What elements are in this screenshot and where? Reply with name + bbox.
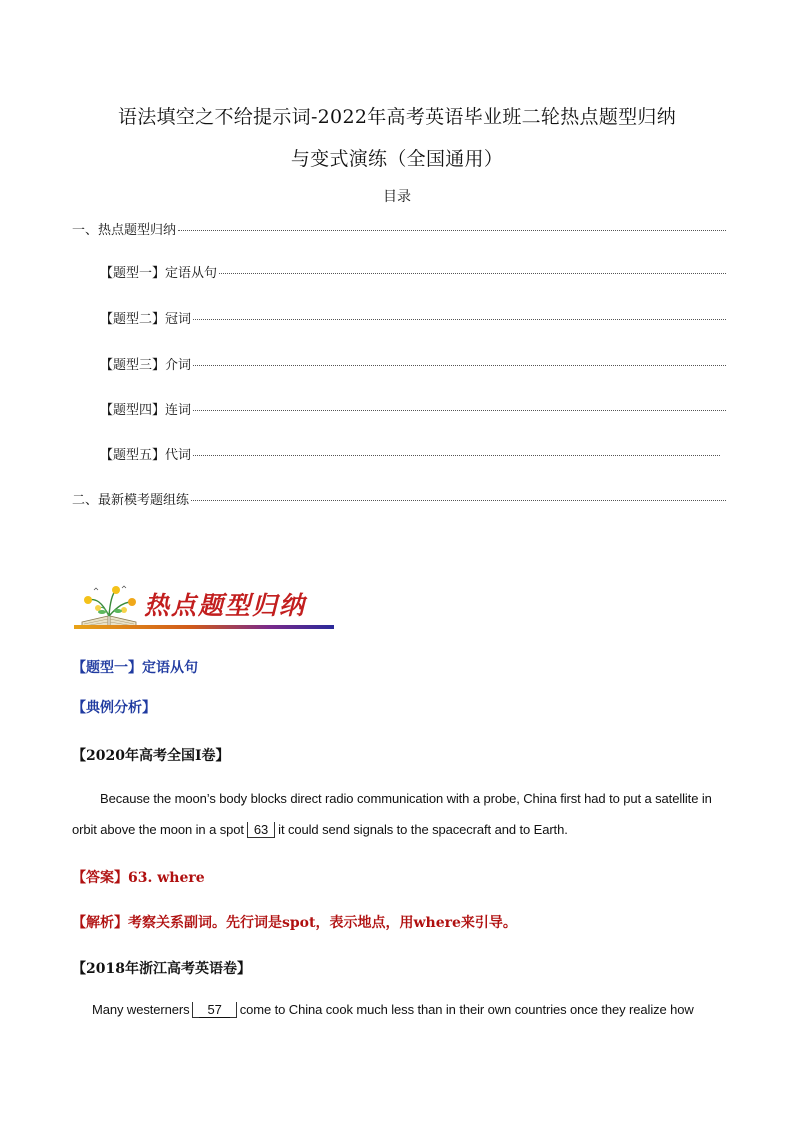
analysis-line: 【解析】考察关系副词。先行词是spot，表示地点，用where来引导。 — [72, 915, 517, 931]
toc-item-label: 二、最新模考题组练 — [72, 493, 190, 508]
section-heading-type-1: 【题型一】定语从句 — [72, 660, 198, 676]
exam2-text-before-blank: Many westerners — [92, 1002, 190, 1017]
toc-item-label: 一、热点题型归纳 — [72, 223, 177, 238]
toc-item-type-2[interactable] — [100, 308, 726, 326]
toc-item-type-1[interactable] — [100, 262, 726, 280]
toc-item-mock-exams[interactable] — [72, 489, 726, 507]
toc-leader-dots — [193, 410, 726, 411]
toc-item-type-3[interactable] — [100, 354, 726, 372]
section-banner — [74, 580, 334, 632]
banner-title: 热点题型归纳 — [144, 591, 307, 620]
toc-leader-dots — [193, 319, 726, 320]
toc-item-label: 【题型二】冠词 — [100, 312, 192, 327]
toc-leader-dots — [178, 230, 726, 231]
exam1-text-before-blank: orbit above the moon in a spot — [72, 822, 244, 837]
toc-item-label: 【题型一】定语从句 — [100, 266, 218, 281]
toc-item-label: 【题型五】代词 — [100, 448, 192, 463]
exam-source-2018: 【2018年浙江高考英语卷】 — [72, 961, 251, 977]
blank-number: 63 — [253, 822, 269, 837]
exam2-text-after-blank: come to China cook much less than in their own countries once they realize how — [239, 1002, 694, 1017]
exam2-passage-line1 — [92, 1002, 694, 1018]
banner-underline — [74, 625, 334, 629]
document-title-line2: 与变式演练（全国通用） — [290, 148, 504, 170]
document-title-line1: 语法填空之不给提示词-2022年高考英语毕业班二轮热点题型归纳 — [117, 106, 677, 128]
answer-blank-63[interactable] — [247, 822, 275, 838]
toc-item-label: 【题型四】连词 — [100, 403, 192, 418]
toc-heading: 目录 — [383, 189, 411, 205]
open-book-flowers-icon — [78, 584, 140, 628]
blank-number: 57 — [199, 1002, 229, 1018]
exam1-text-after-blank: it could send signals to the spacecraft and to Earth. — [278, 822, 568, 837]
exam1-passage-line1: Because the moon’s body blocks direct radio communication with a probe, China first had to put a satellite in — [100, 791, 712, 806]
example-analysis-heading: 【典例分析】 — [72, 700, 156, 716]
toc-item-type-4[interactable] — [100, 399, 726, 417]
toc-item-hot-topics[interactable] — [72, 219, 726, 237]
toc-leader-dots — [191, 500, 726, 501]
toc-leader-dots — [193, 455, 720, 456]
answer-line: 【答案】63. where — [72, 870, 205, 886]
answer-blank-57[interactable] — [192, 1002, 236, 1018]
toc-item-type-5[interactable] — [100, 444, 720, 462]
toc-leader-dots — [219, 273, 726, 274]
exam1-passage-line2 — [72, 822, 568, 838]
toc-leader-dots — [193, 365, 726, 366]
toc-item-label: 【题型三】介词 — [100, 358, 192, 373]
exam-source-2020: 【2020年高考全国I卷】 — [72, 748, 230, 764]
